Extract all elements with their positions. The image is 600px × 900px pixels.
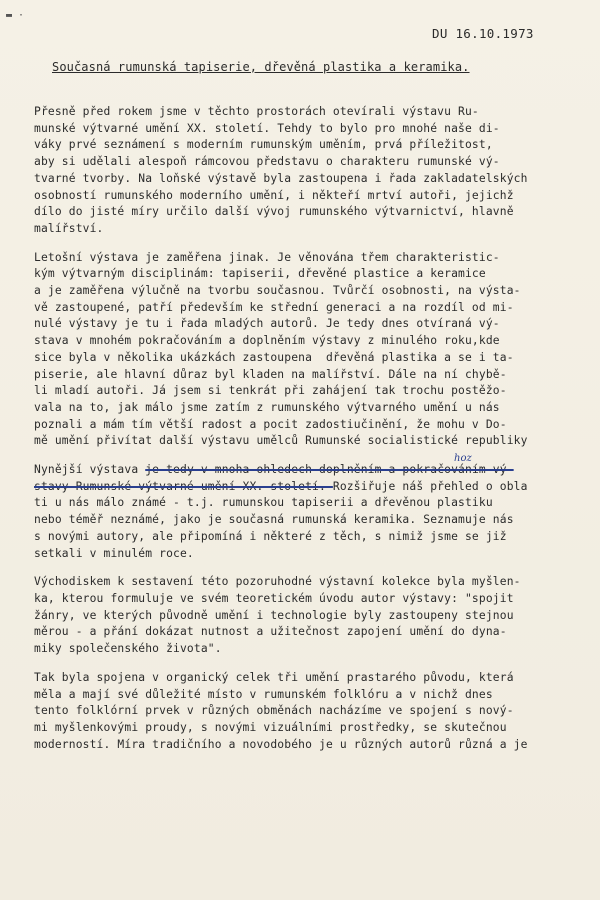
text-line: setkali v minulém roce. (34, 546, 194, 560)
text-line: Přesně před rokem jsme v těchto prostorách otevírali výstavu Ru- (34, 105, 479, 118)
struck-text-line (34, 479, 600, 496)
text-line: měrou - a přání dokázat nutnost a užitečnost zapojení umění do dyna- (34, 625, 507, 639)
text-line: moderností. Míra tradičního a novodobého je u různých autorů různá a je (34, 737, 528, 751)
text-line: a je zaměřena výlučně na tvorbu současnou. Tvůrčí osobnosti, na výsta- (34, 284, 521, 298)
text-line: munské výtvarné umění XX. století. Tehdy to bylo pro mnohé naše di- (34, 121, 500, 135)
text-line: žánry, ve kterých původně umění i technologie byly zastoupeny stejnou (34, 608, 514, 622)
corner-mark: ▬ · (6, 10, 25, 21)
text-line: mě umění přivítat další výstavu umělců Rumunské socialistické republiky (34, 434, 528, 448)
document-date: DU 16.10.1973 (432, 26, 534, 41)
crossed-out-text: stavy Rumunské výtvarné umění XX. století. (34, 479, 333, 493)
struck-text-line (34, 462, 600, 479)
text-line: dílo do jisté míry určilo další vývoj rumunského výtvarnictví, hlavně (34, 205, 514, 219)
text-line: sice byla v několika ukázkách zastoupena dřevěná plastika a se i ta- (34, 350, 514, 364)
handwritten-insert: hoz (454, 453, 472, 465)
line-segment: Nynější výstava (34, 463, 146, 477)
text-line: ti u nás málo známé - t.j. rumunskou tapiserii a dřevěnou plastiku (34, 496, 493, 510)
crossed-out-text: je tedy v mnoha ohledech doplněním a pokračováním vý- (145, 463, 514, 477)
text-line: Letošní výstava je zaměřena jinak. Je věnována třem charakteristic- (34, 250, 500, 264)
text-line: malířství. (34, 221, 104, 235)
document-title: Současná rumunská tapiserie, dřevěná plastika a keramika. (52, 60, 470, 74)
text-line: mi myšlenkovými proudy, s novými vizuálními prostředky, se skutečnou (34, 720, 507, 734)
text-line: nulé výstavy je tu i řada mladých autorů. Je tedy dnes otvíraná vý- (34, 317, 500, 331)
text-line: vě zastoupené, patří především ke střední generaci a na rozdíl od mi- (34, 300, 514, 314)
text-line: li mladí autoři. Já jsem si tenkrát při zahájení tak trochu postěžo- (34, 384, 507, 398)
text-line: piserie, ale hlavní důraz byl kladen na malířství. Dále na ní chybě- (34, 367, 507, 381)
text-line: stava v mnohém pokračováním a doplněním výstavy z minulého roku,kde (34, 334, 500, 348)
text-line: kým výtvarným disciplinám: tapiserii, dřevěné plastice a keramice (34, 267, 486, 281)
paragraph-3 (34, 453, 600, 562)
paragraph-1 (34, 104, 600, 238)
text-line: tento folklórní prvek v různých obměnách nacházíme ve spojení s nový- (34, 704, 514, 718)
text-line: Tak byla spojena v organický celek tři umění prastarého původu, která (34, 670, 514, 684)
text-line: osobností rumunského moderního umění, i někteří mrtví autoři, jejichž (34, 188, 514, 202)
text-line: váky prvé seznámení s moderním rumunským uměním, prvá příležitost, (34, 138, 493, 152)
text-line: nebo téměř neznámé, jako je současná rumunská keramika. Seznamuje nás (34, 513, 514, 527)
text-line: vala na to, jak málo jsme zatím z rumunského výtvarného umění u nás (34, 400, 500, 414)
text-line: ka, kterou formuluje ve svém teoretickém úvodu autor výstavy: "spojit (34, 591, 514, 605)
document-body (34, 104, 600, 765)
text-line: tvarné tvorby. Na loňské výstavě byla zastoupena i řada zakladatelských (34, 171, 528, 185)
line-segment: Rozšiřuje náš přehled o obla (332, 479, 528, 493)
text-line: aby si udělali alespoň rámcovou představu o charakteru rumunské vý- (34, 155, 500, 169)
text-line: s novými autory, ale připomíná i některé z těch, s nimiž jsme se již (34, 529, 507, 543)
text-line: měla a mají své důležité místo v rumunském folklóru a v nichž dnes (34, 687, 493, 701)
text-line: Východiskem k sestavení této pozoruhodné výstavní kolekce byla myšlen- (34, 575, 521, 589)
paragraph-4 (34, 574, 600, 658)
text-line: miky společenského života". (34, 642, 222, 656)
paragraph-5 (34, 670, 600, 754)
text-line: poznali a mám tím větší radost a pocit zadostiučinění, že mohu v Do- (34, 417, 507, 431)
paragraph-2 (34, 250, 600, 450)
